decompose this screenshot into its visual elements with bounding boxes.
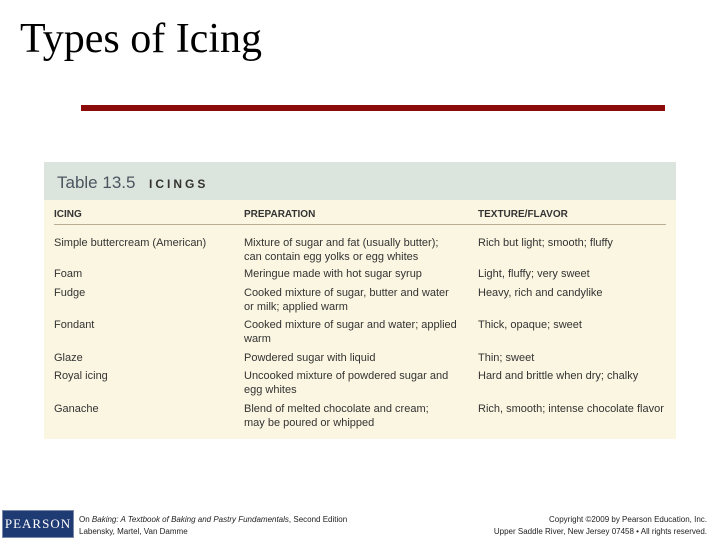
header-divider — [54, 224, 666, 225]
icings-table — [44, 162, 676, 439]
table-name: ICINGS — [149, 177, 209, 191]
preparation-cell-continued: or milk; applied warm — [244, 301, 348, 313]
column-header-texture: TEXTURE/FLAVOR — [478, 209, 568, 220]
column-header-preparation: PREPARATION — [244, 209, 316, 220]
preparation-cell-continued: can contain egg yolks or egg whites — [244, 251, 419, 263]
table-header-band — [44, 162, 676, 200]
citation-prefix: On — [79, 515, 92, 524]
icing-cell: Simple buttercream (American) — [54, 237, 207, 249]
preparation-cell: Meringue made with hot sugar syrup — [244, 268, 422, 280]
icing-cell: Royal icing — [54, 370, 108, 382]
preparation-cell: Cooked mixture of sugar, butter and water — [244, 287, 449, 299]
icing-cell: Glaze — [54, 352, 83, 364]
preparation-cell: Mixture of sugar and fat (usually butter); — [244, 237, 439, 249]
column-header-icing: ICING — [54, 209, 82, 220]
texture-cell: Hard and brittle when dry; chalky — [478, 370, 639, 382]
pearson-logo: PEARSON — [2, 510, 74, 538]
copyright-notice — [494, 514, 707, 538]
book-title: Baking: A Textbook of Baking and Pastry Fundamentals — [91, 515, 289, 524]
texture-cell: Light, fluffy; very sweet — [478, 268, 590, 280]
preparation-cell: Cooked mixture of sugar and water; applied — [244, 319, 457, 331]
preparation-cell: Powdered sugar with liquid — [244, 352, 376, 364]
preparation-cell: Uncooked mixture of powdered sugar and — [244, 370, 449, 382]
title-rule — [81, 105, 665, 111]
preparation-cell-continued: warm — [244, 333, 271, 345]
copyright-line-1: Copyright ©2009 by Pearson Education, Inc. — [549, 515, 707, 524]
slide-title: Types of Icing — [20, 16, 262, 62]
preparation-cell-continued: may be poured or whipped — [244, 417, 375, 429]
table-number: Table 13.5 — [57, 173, 136, 192]
texture-cell: Rich, smooth; intense chocolate flavor — [478, 403, 664, 415]
texture-cell: Thin; sweet — [478, 352, 535, 364]
icing-cell: Fudge — [54, 287, 86, 299]
texture-cell: Rich but light; smooth; fluffy — [478, 237, 613, 249]
texture-cell: Thick, opaque; sweet — [478, 319, 582, 331]
icing-cell: Fondant — [54, 319, 95, 331]
preparation-cell: Blend of melted chocolate and cream; — [244, 403, 429, 415]
copyright-line-2: Upper Saddle River, New Jersey 07458 • All rights reserved. — [493, 527, 707, 536]
book-authors: Labensky, Martel, Van Damme — [79, 527, 188, 536]
pearson-logo-frame — [2, 510, 74, 538]
icing-cell: Foam — [54, 268, 83, 280]
book-citation — [79, 514, 347, 538]
texture-cell: Heavy, rich and candylike — [478, 287, 603, 299]
preparation-cell-continued: egg whites — [244, 384, 297, 396]
icing-cell: Ganache — [54, 403, 99, 415]
edition-text: , Second Edition — [288, 515, 348, 524]
